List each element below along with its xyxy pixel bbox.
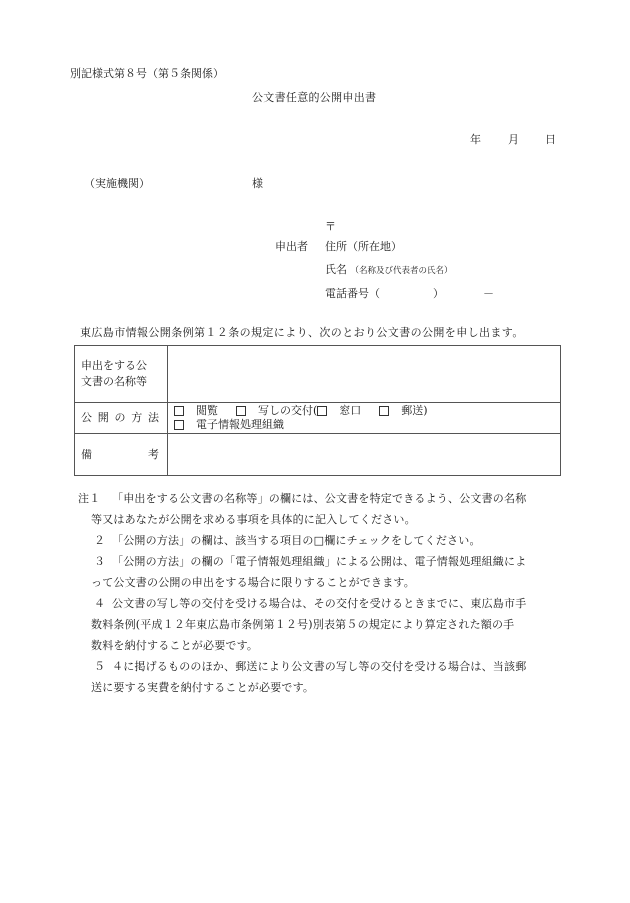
- table-row-disclosure-method: [75, 403, 561, 434]
- request-form-table: [74, 345, 561, 476]
- note-text: 送に要する実費を納付することが必要です。: [91, 681, 315, 694]
- note-1: [78, 488, 570, 530]
- remarks-label: [75, 434, 168, 476]
- note-number: ５: [94, 660, 106, 673]
- label-char: 開: [97, 411, 109, 425]
- document-name-label-line1: 申出をする公: [81, 359, 147, 373]
- option-copy-label: 写しの交付(: [258, 403, 318, 417]
- label-char: 公: [81, 411, 92, 425]
- note-text: って公文書の公開の申出をする場合に限りすることができます。: [91, 576, 415, 589]
- method-line-2: [174, 418, 560, 432]
- table-row-document-name: [75, 346, 561, 403]
- note-5: [78, 656, 570, 698]
- form-number: 別記様式第８号（第５条関係）: [70, 67, 224, 80]
- document-name-label-line2: 文書の名称等: [81, 375, 147, 388]
- note-text: 等又はあなたが公開を求める事項を具体的に記入してください。: [91, 513, 416, 526]
- note-text: ４に掲げるもののほか、郵送により公文書の写し等の交付を受ける場合は、当該郵: [112, 660, 527, 673]
- notes-section: [78, 488, 570, 698]
- disclosure-method-label: [75, 403, 168, 434]
- note-3: [78, 551, 570, 593]
- document-name-field[interactable]: [168, 346, 561, 403]
- note-text: 「公開の方法」の欄の「電子情報処理組織」による公開は、電子情報処理組織によ: [112, 555, 527, 568]
- note-text: 「申出をする公文書の名称等」の欄には、公文書を特定できるよう、公文書の名称: [112, 492, 527, 505]
- date-month-label: 月: [508, 133, 519, 146]
- label-char: 方: [131, 411, 143, 425]
- checkbox-view[interactable]: [174, 406, 184, 416]
- agency-label: （実施機関）: [84, 177, 150, 190]
- checkbox-electronic[interactable]: [174, 420, 184, 430]
- label-char: 考: [148, 447, 159, 461]
- date-year-label: 年: [470, 133, 481, 146]
- note-number: 注１: [78, 492, 101, 505]
- note-number: ４: [94, 597, 106, 610]
- remarks-field[interactable]: [168, 434, 561, 476]
- label-char: の: [114, 411, 126, 425]
- name-label-text: 氏名: [325, 263, 347, 276]
- note-number: ２: [94, 534, 106, 547]
- note-2: [78, 530, 570, 551]
- label-char: 備: [81, 447, 92, 461]
- note-4: [78, 593, 570, 656]
- note-number: ３: [94, 555, 106, 568]
- note-text: 数料を納付することが必要です。: [91, 639, 259, 652]
- disclosure-method-options: [168, 403, 561, 434]
- honorific: 様: [252, 177, 263, 190]
- intro-text: 東広島市情報公開条例第１２条の規定により、次のとおり公文書の公開を申し出ます。: [80, 326, 524, 339]
- option-mail-label: 郵送): [401, 403, 428, 417]
- document-name-label: [75, 346, 168, 403]
- name-sublabel: （名称及び代表者の氏名）: [350, 266, 453, 276]
- checkbox-counter[interactable]: [317, 406, 327, 416]
- applicant-label: 申出者: [275, 240, 308, 253]
- date-day-label: 日: [545, 133, 556, 146]
- option-electronic-label: 電子情報処理組織: [196, 418, 284, 431]
- checkbox-mail[interactable]: [379, 406, 389, 416]
- option-counter-label: 窓口: [339, 403, 362, 417]
- note-text: 「公開の方法」の欄は、該当する項目の□欄にチェックをしてください。: [112, 534, 481, 547]
- note-text: 公文書の写し等の交付を受ける場合は、その交付を受けるときまでに、東広島市手: [112, 597, 527, 610]
- label-char: 法: [148, 411, 159, 425]
- note-text: 数料条例(平成１２年東広島市条例第１２号)別表第５の規定により算定された額の手: [91, 618, 515, 631]
- postal-mark-icon: 〒: [325, 220, 336, 233]
- address-label: 住所（所在地）: [325, 240, 402, 253]
- table-row-remarks: [75, 434, 561, 476]
- checkbox-copy[interactable]: [236, 406, 246, 416]
- option-view-label: 閲覧: [196, 403, 218, 417]
- phone-dash: －: [483, 287, 494, 300]
- phone-label: 電話番号（: [325, 287, 380, 300]
- name-label: [325, 264, 453, 276]
- document-title: 公文書任意的公開申出書: [252, 91, 377, 104]
- phone-close-paren: ）: [433, 287, 444, 300]
- method-line-1: [174, 404, 560, 418]
